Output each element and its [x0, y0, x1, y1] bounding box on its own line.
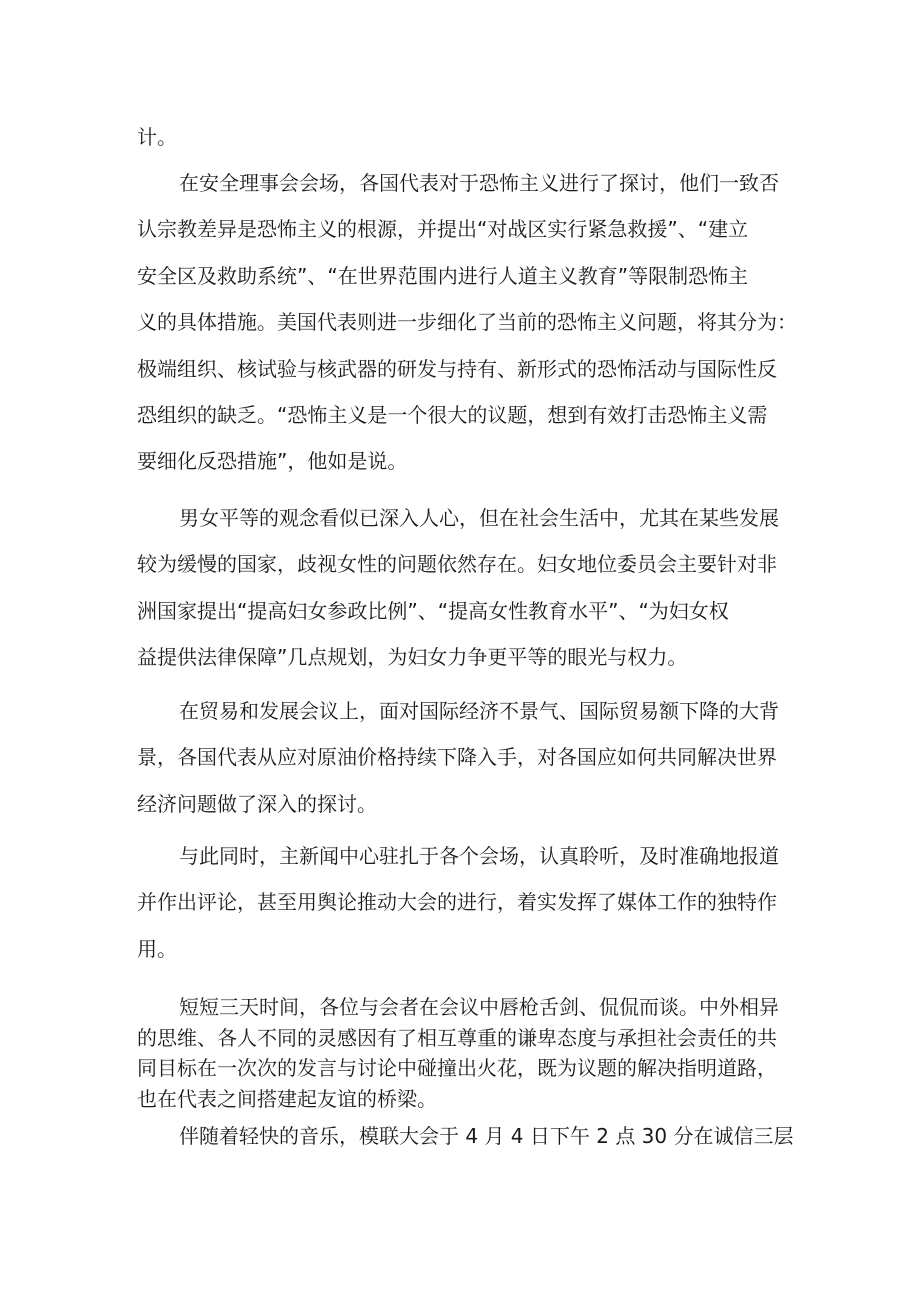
text-line: 并作出评论，甚至用舆论推动大会的进行，着实发挥了媒体工作的独特作: [137, 890, 777, 915]
text-line: 较为缓慢的国家，歧视女性的问题依然存在。妇女地位委员会主要针对非: [137, 552, 777, 577]
text-line: 认宗教差异是恐怖主义的根源，并提出“对战区实行紧急救援”、“建立: [137, 217, 749, 242]
text-line: 义的具体措施。美国代表则进一步细化了当前的恐怖主义问题，将其分为：: [137, 310, 797, 335]
text-line: 与此同时，主新闻中心驻扎于各个会场，认真聆听，及时准确地报道: [179, 844, 779, 868]
text-line: 在贸易和发展会议上，面对国际经济不景气、国际贸易额下降的大背: [179, 699, 779, 723]
paragraph-continuation: [137, 114, 785, 160]
text-line: 安全区及救助系统”、“在世界范围内进行人道主义教育”等限制恐怖主: [137, 263, 749, 288]
text-line: 益提供法律保障”几点规划，为妇女力争更平等的眼光与权力。: [137, 645, 688, 670]
paragraph-gender-equality: [137, 495, 785, 681]
text-line: 恐组织的缺乏。“恐怖主义是一个很大的议题，想到有效打击恐怖主义需: [137, 403, 768, 428]
text-line: 伴随着轻快的音乐，模联大会于 4 月 4 日下午 2 点 30 分在诚信三层: [179, 1124, 794, 1148]
paragraph-security-council: [137, 160, 797, 485]
text-line: 的思维、各人不同的灵感因有了相互尊重的谦卑态度与承担社会责任的共: [137, 1025, 777, 1050]
text-line: 极端组织、核试验与核武器的研发与持有、新形式的恐怖活动与国际性反: [137, 356, 777, 381]
text-line: 用。: [137, 936, 177, 961]
text-line: 也在代表之间搭建起友谊的桥梁。: [137, 1086, 437, 1111]
text-line: 同目标在一次次的发言与讨论中碰撞出火花，既为议题的解决指明道路，: [137, 1056, 777, 1080]
paragraph-closing: [137, 1113, 794, 1159]
text-line: 要细化反恐措施”，他如是说。: [137, 449, 408, 474]
paragraph-trade-development: [137, 688, 785, 827]
paragraph-three-days: [137, 992, 785, 1114]
text-line: 在安全理事会会场，各国代表对于恐怖主义进行了探讨，他们一致否: [179, 171, 779, 195]
paragraph-news-center: [137, 833, 785, 972]
text-line: 经济问题做了深入的探讨。: [137, 791, 377, 816]
text-line: 短短三天时间，各位与会者在会议中唇枪舌剑、侃侃而谈。中外相异: [179, 995, 779, 1019]
text-line: 计。: [137, 125, 177, 149]
text-line: 洲国家提出“提高妇女参政比例”、“提高女性教育水平”、“为妇女权: [137, 598, 729, 623]
text-line: 景，各国代表从应对原油价格持续下降入手，对各国应如何共同解决世界: [137, 745, 777, 770]
text-line: 男女平等的观念看似已深入人心，但在社会生活中，尤其在某些发展: [179, 506, 779, 530]
